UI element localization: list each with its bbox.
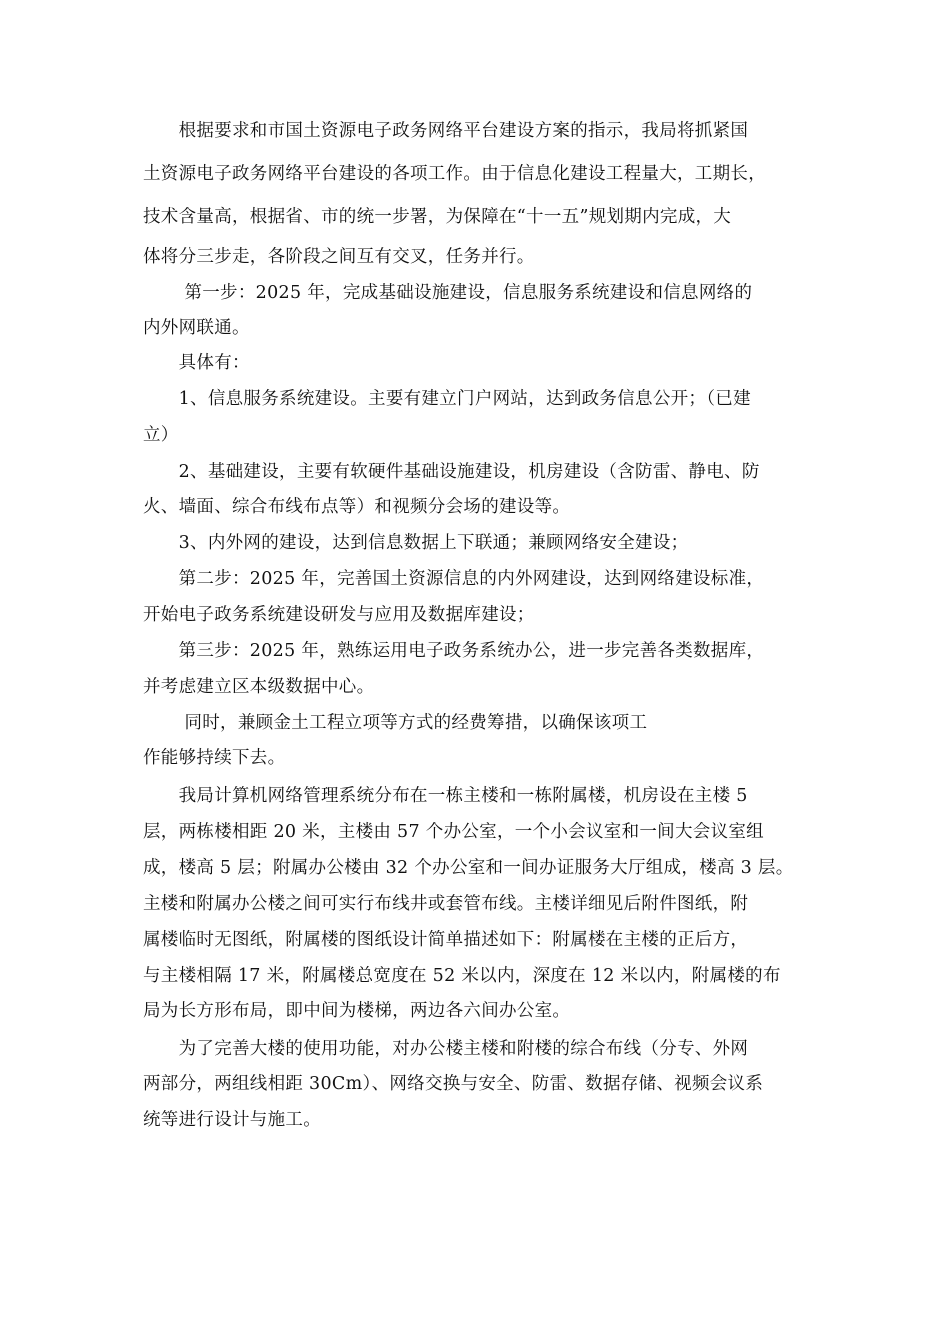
text-line: 主楼和附属办公楼之间可实行布线井或套管布线。主楼详细见后附件图纸，附 [143, 894, 749, 914]
text-line: 火、墙面、综合布线布点等）和视频分会场的建设等。 [143, 497, 571, 517]
text-line: 第二步：2025 年，完善国土资源信息的内外网建设，达到网络建设标准， [143, 569, 765, 589]
text-line: 立） [143, 425, 179, 445]
text-line: 第三步：2025 年，熟练运用电子政务系统办公，进一步完善各类数据库， [143, 641, 765, 661]
text-line: 两部分，两组线相距 30Cm）、网络交换与安全、防雷、数据存储、视频会议系 [143, 1074, 764, 1094]
text-line: 开始电子政务系统建设研发与应用及数据库建设； [143, 605, 535, 625]
text-line: 作能够持续下去。 [143, 748, 286, 768]
text-line: 技术含量高，根据省、市的统一步署，为保障在“十一五”规划期内完成，大 [143, 207, 732, 227]
text-line: 并考虑建立区本级数据中心。 [143, 677, 375, 697]
text-line: 统等进行设计与施工。 [143, 1110, 321, 1130]
text-line: 与主楼相隔 17 米，附属楼总宽度在 52 米以内，深度在 12 米以内，附属楼的布 [143, 966, 781, 986]
text-line: 土资源电子政务网络平台建设的各项工作。由于信息化建设工程量大，工期长， [143, 164, 766, 184]
text-line: 3、内外网的建设，达到信息数据上下联通；兼顾网络安全建设； [143, 533, 689, 553]
text-line: 局为长方形布局，即中间为楼梯，两边各六间办公室。 [143, 1001, 571, 1021]
text-line: 属楼临时无图纸，附属楼的图纸设计简单描述如下：附属楼在主楼的正后方， [143, 930, 749, 950]
text-line: 2、基础建设，主要有软硬件基础设施建设，机房建设（含防雷、静电、防 [143, 462, 760, 482]
text-line: 层，两栋楼相距 20 米，主楼由 57 个办公室，一个小会议室和一间大会议室组 [143, 822, 764, 842]
text-line: 内外网联通。 [143, 318, 250, 338]
text-line: 1、信息服务系统建设。主要有建立门户网站，达到政务信息公开；（已建 [143, 389, 751, 409]
text-line: 为了完善大楼的使用功能，对办公楼主楼和附楼的综合布线（分专、外网 [143, 1039, 749, 1059]
text-line: 我局计算机网络管理系统分布在一栋主楼和一栋附属楼，机房设在主楼 5 [143, 786, 748, 806]
text-line: 成，楼高 5 层；附属办公楼由 32 个办公室和一间办证服务大厅组成，楼高 3 层。 [143, 858, 794, 878]
text-line: 根据要求和市国土资源电子政务网络平台建设方案的指示，我局将抓紧国 [143, 121, 749, 141]
text-line: 同时，兼顾金土工程立项等方式的经费筹措，以确保该项工 [143, 713, 648, 733]
text-line: 第一步：2025 年，完成基础设施建设，信息服务系统建设和信息网络的 [143, 283, 753, 303]
text-line: 具体有： [143, 353, 250, 373]
text-line: 体将分三步走，各阶段之间互有交叉，任务并行。 [143, 247, 535, 267]
